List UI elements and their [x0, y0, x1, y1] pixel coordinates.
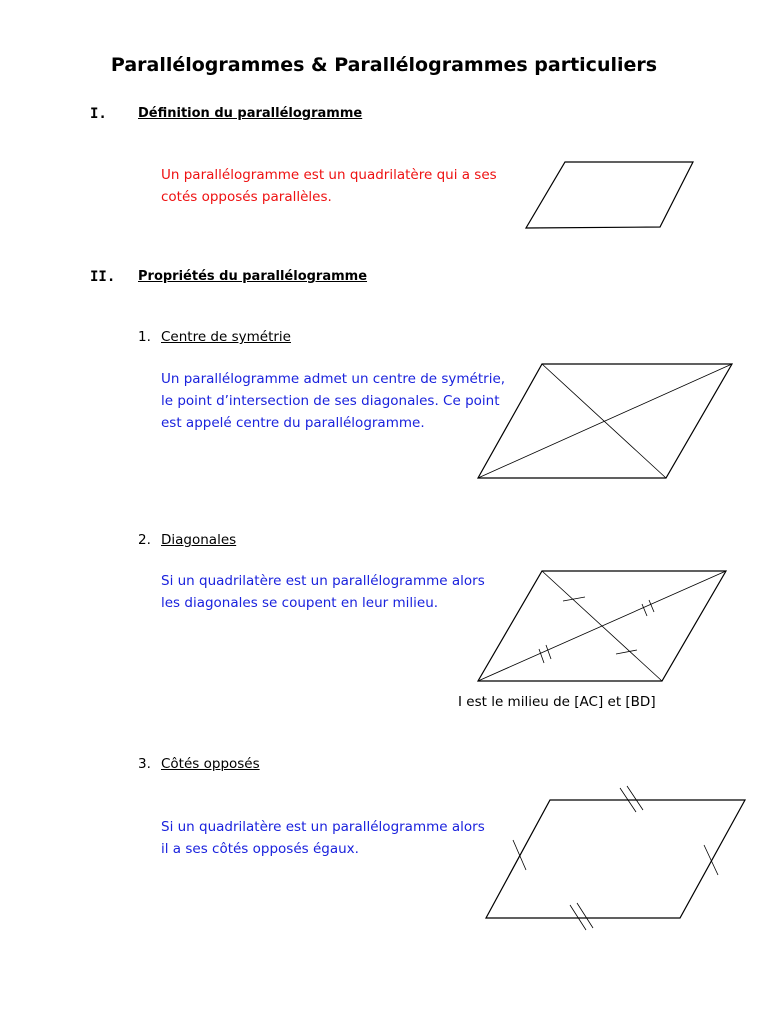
property-1-text — [161, 368, 505, 434]
property-3-heading: Côtés opposés — [161, 756, 260, 772]
double-tick-mark — [649, 600, 654, 612]
property-line: les diagonales se coupent en leur milieu. — [161, 595, 439, 611]
property-line: Un parallélogramme admet un centre de symétrie, — [161, 371, 506, 387]
property-2-number: 2. — [138, 532, 151, 548]
definition-line: cotés opposés parallèles. — [161, 189, 332, 205]
property-2-heading: Diagonales — [161, 532, 237, 548]
parallelogram-figure-diagonals — [478, 571, 726, 681]
parallelogram-shape — [526, 162, 693, 228]
page-title: Parallélogrammes & Parallélogrammes particuliers — [110, 54, 658, 76]
property-line: Si un quadrilatère est un parallélogramme alors — [161, 573, 485, 589]
double-tick-mark — [539, 649, 544, 663]
double-tick-mark — [577, 903, 593, 928]
property-1-number: 1. — [138, 329, 151, 345]
property-3-number: 3. — [138, 756, 151, 772]
property-line: il a ses côtés opposés égaux. — [161, 841, 359, 857]
property-line: Si un quadrilatère est un parallélogramme alors — [161, 819, 485, 835]
section-1-heading: Définition du parallélogramme — [138, 106, 363, 121]
parallelogram-figure-opposite-sides — [486, 786, 745, 930]
diagonal-line — [478, 364, 732, 478]
double-tick-mark — [642, 604, 647, 616]
section-1-numeral: I. — [90, 106, 107, 122]
definition-line: Un parallélogramme est un quadrilatère qui a ses — [161, 167, 497, 183]
single-tick-mark — [616, 650, 637, 654]
property-2-text — [161, 570, 485, 614]
diagonal-line — [478, 571, 726, 681]
parallelogram-figure-symmetry — [478, 364, 732, 478]
property-line: le point d’intersection de ses diagonales. Ce point — [161, 393, 500, 409]
diagonal-line — [542, 364, 666, 478]
section-2-numeral: II. — [90, 269, 116, 285]
figure-caption: I est le milieu de [AC] et [BD] — [458, 694, 656, 710]
parallelogram-figure-definition — [526, 162, 693, 228]
section-2-heading: Propriétés du parallélogramme — [138, 269, 368, 284]
property-line: est appelé centre du parallélogramme. — [161, 415, 425, 431]
property-1-heading: Centre de symétrie — [161, 329, 291, 345]
property-3-text — [161, 816, 485, 860]
parallelogram-shape — [486, 800, 745, 918]
double-tick-mark — [546, 645, 551, 659]
double-tick-mark — [627, 786, 643, 810]
